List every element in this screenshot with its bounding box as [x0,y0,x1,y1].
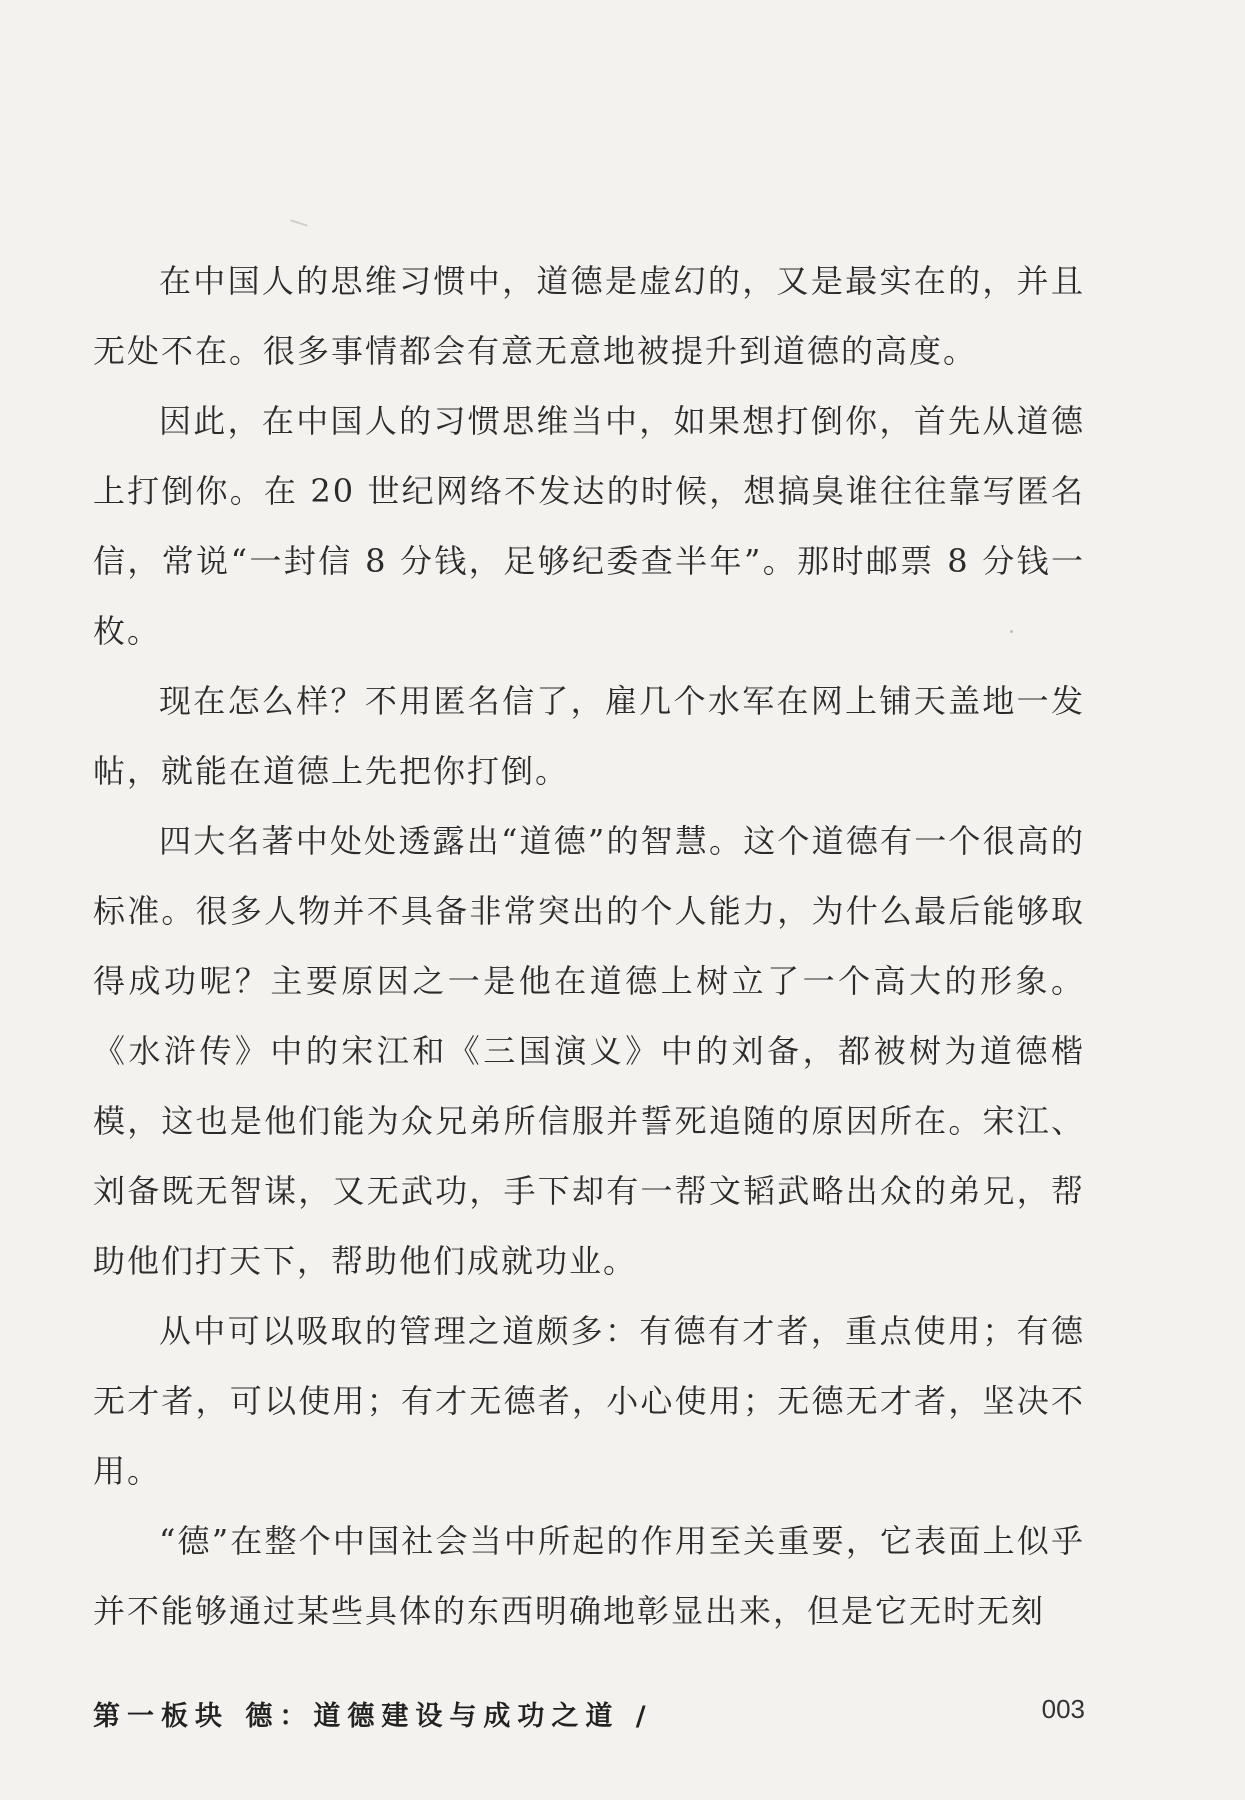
page-footer [93,1694,1085,1734]
page-number: 003 [1041,1694,1085,1724]
paragraph-1: 在中国人的思维习惯中，道德是虚幻的，又是最实在的，并且无处不在。很多事情都会有意无意地被提升到道德的高度。 [93,262,1085,370]
paragraph-6: “德”在整个中国社会当中所起的作用至关重要，它表面上似乎并不能够通过某些具体的东西明确地彰显出来，但是它无时无刻 [93,1522,1085,1630]
paper-speck [290,219,308,226]
paper-speck [1010,630,1013,633]
paragraph-5: 从中可以吸取的管理之道颇多：有德有才者，重点使用；有德无才者，可以使用；有才无德者，小心使用；无德无才者，坚决不用。 [93,1312,1085,1490]
body-text [93,246,1085,1646]
running-head: 第一板块 德：道德建设与成功之道 / [93,1701,653,1732]
paragraph-3: 现在怎么样？不用匿名信了，雇几个水军在网上铺天盖地一发帖，就能在道德上先把你打倒。 [93,682,1085,790]
paragraph-4: 四大名著中处处透露出“道德”的智慧。这个道德有一个很高的标准。很多人物并不具备非常突出的个人能力，为什么最后能够取得成功呢？主要原因之一是他在道德上树立了一个高大的形象。《水浒传》中的宋江和《三国演义》中的刘备，都被树为道德楷模，这也是他们能为众兄弟所信服并誓死追随的原因所在。宋江、刘备既无智谋，又无武功，手下却有一帮文韬武略出众的弟兄，帮助他们打天下，帮助他们成就功业。 [93,822,1085,1280]
paragraph-2: 因此，在中国人的习惯思维当中，如果想打倒你，首先从道德上打倒你。在 20 世纪网络不发达的时候，想搞臭谁往往靠写匿名信，常说“一封信 8 分钱，足够纪委查半年”。那时邮票 8 分钱一枚。 [93,402,1085,650]
